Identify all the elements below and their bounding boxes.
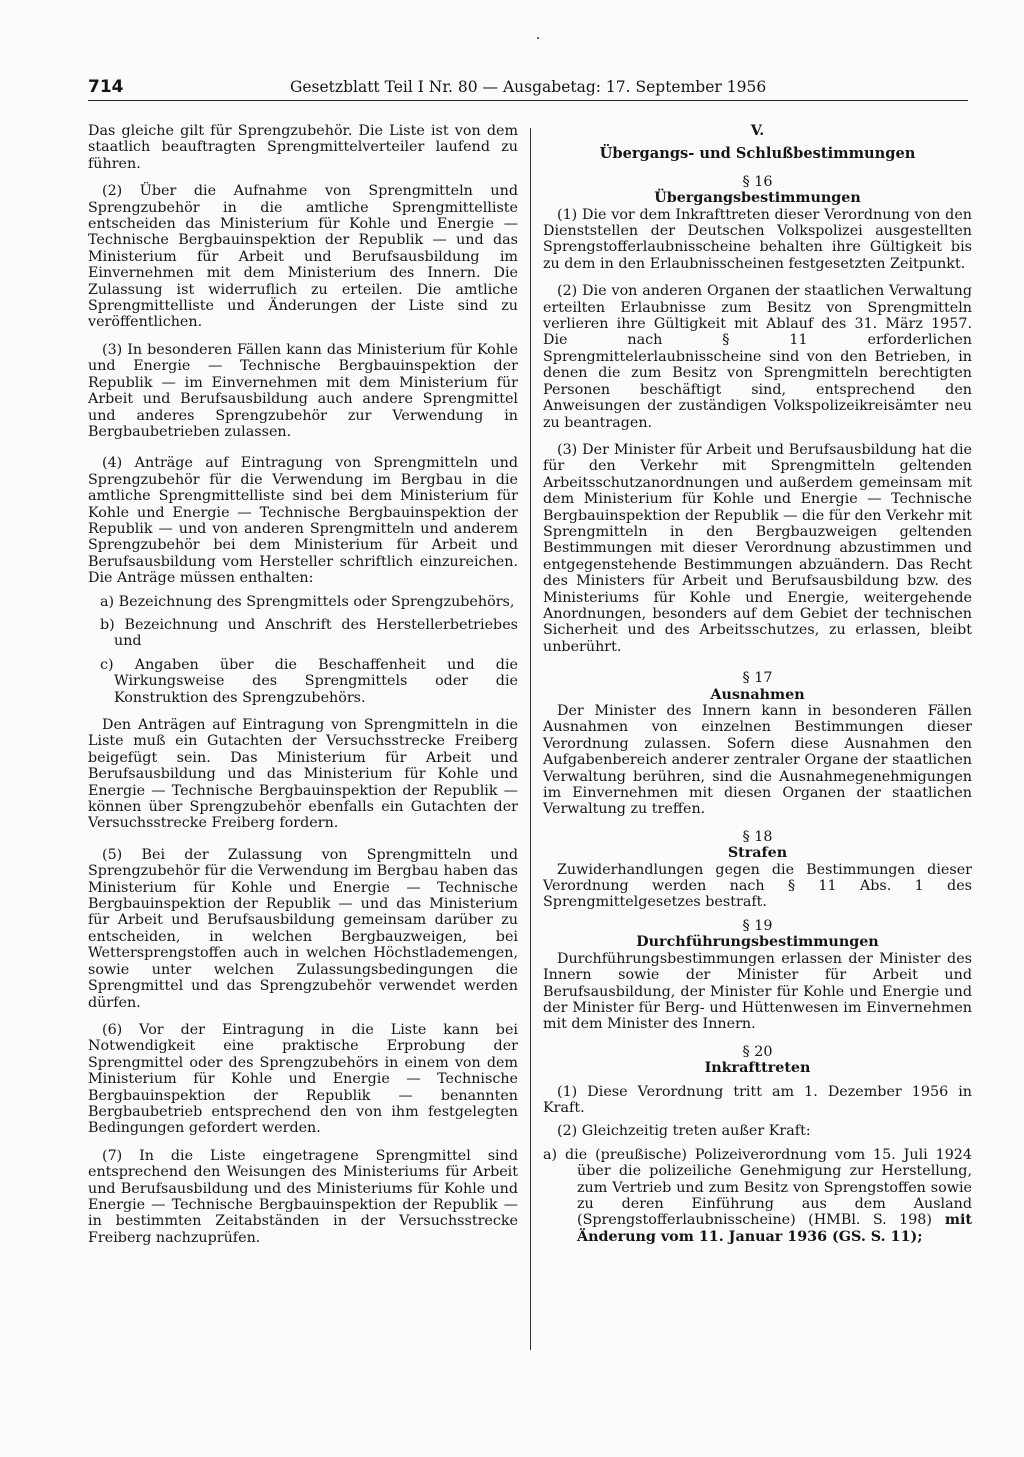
section-16-paragraph-3: (3) Der Minister für Arbeit und Berufsausbildung hat die für den Verkehr mit Sprengmitteln geltenden Arbeitsschutzanordnungen und außerdem gemeinsam mit dem Ministerium für Kohle und Energie — Technische Bergbauinspektion der Republik — die für den Verkehr mit Sprengmitteln in den Bergbauzweigen geltenden Bestimmungen mit dieser Verordnung abzustimmen und entgegenstehende Bestimmungen abzuändern. Das Recht des Ministers für Arbeit und Berufsausbildung bzw. des Ministeriums für Kohle und Energie, weitergehende Anordnungen, besonders auf dem Gebiet der technischen Sicherheit und des Arbeitsschutzes, zu erlassen, bleibt unberührt. bbox=[543, 441, 972, 655]
list-item-b: b) Bezeichnung und Anschrift des Herstellerbetriebes und bbox=[100, 616, 518, 650]
section-20-paragraph-1: (1) Diese Verordnung tritt am 1. Dezember 1956 in Kraft. bbox=[543, 1083, 972, 1116]
part-number: V. bbox=[750, 123, 765, 139]
paragraph-7: (7) In die Liste eingetragene Sprengmittel sind entsprechend den Weisungen des Ministeriums für Arbeit und Berufsausbildung und des Ministeriums für Kohle und Energie — Technische Bergbauinspektion der Republik — in bestimmten Zeitabständen in der Versuchsstrecke Freiberg nachzuprüfen. bbox=[88, 1147, 518, 1246]
section-17-text: Der Minister des Innern kann in besonderen Fällen Ausnahmen von einzelnen Bestimmungen dieser Verordnung zulassen. Sofern diese Ausnahmen den Aufgabenbereich anderer zentraler Organe der staatlichen Verwaltung berühren, sind die Ausnahmegenehmigungen im Einvernehmen mit diesen Organen der staatlichen Verwaltung zu treffen. bbox=[543, 703, 972, 818]
list-item-c: c) Angaben über die Beschaffenheit und die Wirkungsweise des Sprengmittels oder die Konstruktion des Sprengzubehörs. bbox=[100, 656, 518, 706]
section-18-title: Strafen bbox=[727, 845, 788, 862]
left-column bbox=[88, 123, 518, 1246]
paragraph-4: (4) Anträge auf Eintragung von Sprengmitteln und Sprengzubehör für die Verwendung im Bergbau in die amtliche Sprengmittelliste sind bei dem Ministerium für Kohle und Energie — Technische Bergbauinspektion der Republik — und von anderen Sprengmitteln und anderem Sprengzubehör bei dem Ministerium für Arbeit und Berufsausbildung vom Hersteller schriftlich einzureichen. Die Anträge müssen enthalten: bbox=[88, 455, 518, 587]
list-item-a: a) Bezeichnung des Sprengmittels oder Sprengzubehörs, bbox=[100, 593, 515, 610]
section-20-item-a bbox=[543, 1147, 972, 1245]
section-19-text: Durchführungsbestimmungen erlassen der Minister des Innern sowie der Minister für Arbeit und Berufsausbildung, der Minister für Kohle und Energie und der Minister für Berg- und Hüttenwesen im Einvernehmen mit dem Minister des Innern. bbox=[543, 950, 972, 1033]
print-speck bbox=[537, 37, 539, 39]
part-title: Übergangs- und Schlußbestimmungen bbox=[599, 145, 916, 163]
header-title: Gesetzblatt Teil I Nr. 80 — Ausgabetag: 17. September 1956 bbox=[290, 78, 767, 96]
section-16-paragraph-1: (1) Die vor dem Inkrafttreten dieser Verordnung von den Dienststellen der Deutschen Volkspolizei ausgestellten Sprengstofferlaubnisscheine behalten ihre Gültigkeit bis zu dem in den Erlaubnisscheinen festgesetzten Zeitpunkt. bbox=[543, 206, 972, 272]
paragraph-5: (5) Bei der Zulassung von Sprengmitteln und Sprengzubehör für die Verwendung im Bergbau haben das Ministerium für Kohle und Energie — Technische Bergbauinspektion der Republik — und das Ministerium für Arbeit und Berufsausbildung gemeinsam darüber zu entscheiden, in welchen Bergbauzweigen, bei Wettersprengstoffen auch in welchen Höchstlademengen, sowie unter welchen Zulassungsbedingungen die Sprengmittel und das Sprengzubehör verwendet werden dürfen. bbox=[88, 846, 518, 1011]
section-20-item-a-text: a) die (preußische) Polizeiverordnung vom 15. Juli 1924 über die polizeiliche Genehmigung zur Herstellung, zum Vertrieb und zum Besitz von Sprengstoffen sowie zu deren Einführung aus dem Ausland (Sprengstofferlaubnisscheine) (HMBl. S. 198) bbox=[543, 1146, 972, 1229]
right-column bbox=[543, 123, 972, 1245]
section-16-title: Übergangsbestimmungen bbox=[654, 190, 861, 207]
section-19-number: § 19 bbox=[742, 917, 773, 934]
section-20-title: Inkrafttreten bbox=[704, 1060, 811, 1077]
paragraph-3: (3) In besonderen Fällen kann das Ministerium für Kohle und Energie — Technische Bergbauinspektion der Republik — im Einvernehmen mit dem Ministerium für Arbeit und Berufsausbildung auch andere Sprengmittel und anderes Sprengzubehör zur Verwendung in Bergbaubetrieben zulassen. bbox=[88, 341, 518, 440]
section-20-number: § 20 bbox=[742, 1043, 773, 1060]
section-19-title: Durchführungsbestimmungen bbox=[636, 934, 879, 951]
page-header bbox=[88, 76, 968, 101]
section-16-number: § 16 bbox=[742, 173, 773, 190]
section-18-number: § 18 bbox=[742, 828, 773, 845]
section-16-paragraph-2: (2) Die von anderen Organen der staatlichen Verwaltung erteilten Erlaubnisse zum Besitz von Sprengmitteln verlieren ihre Gültigkeit mit Ablauf des 31. März 1957. Die nach § 11 erforderlichen Sprengmittelerlaubnisscheine sind von den Betrieben, in denen die zum Besitz von Sprengmitteln berechtigten Personen beschäftigt sind, entsprechend den Anweisungen der zuständigen Volkspolizeikreisämter neu zu beantragen. bbox=[543, 283, 972, 431]
paragraph-continuation: Das gleiche gilt für Sprengzubehör. Die Liste ist von dem staatlich beauftragten Sprengmittelverteiler laufend zu führen. bbox=[88, 123, 518, 172]
section-17-number: § 17 bbox=[742, 670, 773, 687]
section-20-paragraph-2: (2) Gleichzeitig treten außer Kraft: bbox=[557, 1123, 811, 1140]
paragraph-4-tail: Den Anträgen auf Eintragung von Sprengmitteln in die Liste muß ein Gutachten der Versuchsstrecke Freiberg beigefügt sein. Das Ministerium für Arbeit und Berufsausbildung und das Ministerium für Kohle und Energie — Technische Bergbauinspektion der Republik — können über Sprengzubehör ebenfalls ein Gutachten der Versuchsstrecke Freiberg fordern. bbox=[88, 717, 518, 832]
paragraph-6: (6) Vor der Eintragung in die Liste kann bei Notwendigkeit eine praktische Erprobung der Sprengmittel oder des Sprengzubehörs in einem von dem Ministerium für Kohle und Energie — Technische Bergbauinspektion der Republik — benannten Bergbaubetrieb entsprechend den von ihm festgelegten Bedingungen gefordert werden. bbox=[88, 1021, 518, 1137]
column-divider bbox=[530, 128, 531, 1350]
section-20-item-a-amendment: mit Änderung vom 11. Januar 1936 (GS. S. 11); bbox=[577, 1212, 972, 1245]
section-17-title: Ausnahmen bbox=[710, 686, 805, 703]
page-number: 714 bbox=[88, 77, 124, 97]
section-18-text: Zuwiderhandlungen gegen die Bestimmungen dieser Verordnung werden nach § 11 Abs. 1 des Sprengmittelgesetzes bestraft. bbox=[543, 861, 972, 911]
paragraph-2: (2) Über die Aufnahme von Sprengmitteln und Sprengzubehör in die amtliche Sprengmittelliste entscheiden das Ministerium für Kohle und Energie — Technische Bergbauinspektion der Republik — und das Ministerium für Arbeit und Berufsausbildung im Einvernehmen mit dem Ministerium des Innern. Die Zulassung ist widerruflich zu erteilen. Die amtliche Sprengmittelliste und Änderungen der Liste sind zu veröffentlichen. bbox=[88, 183, 518, 331]
